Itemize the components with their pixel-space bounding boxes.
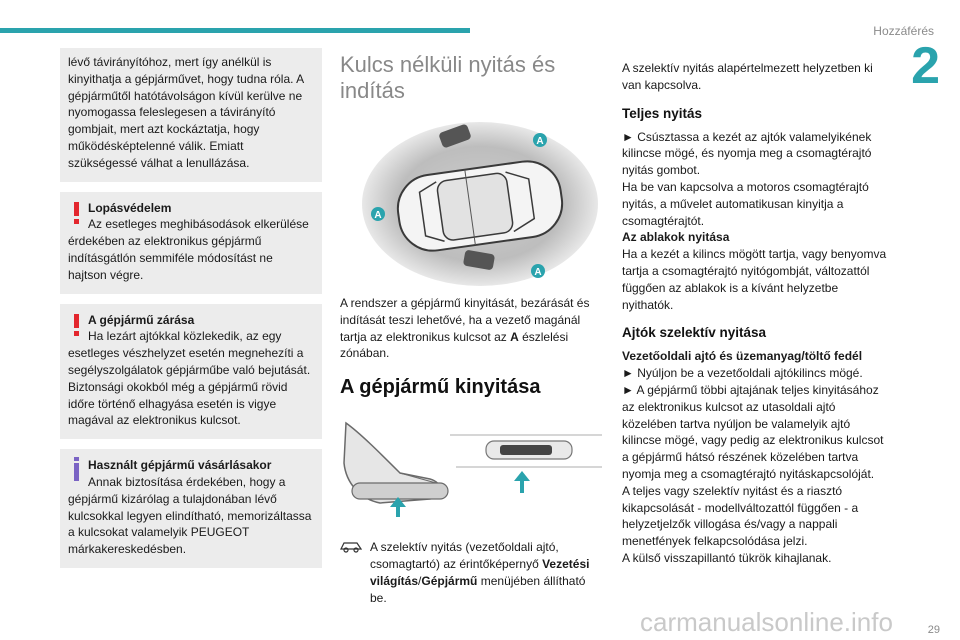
zone-marker-label: A — [534, 267, 542, 278]
info-note-used-vehicle — [60, 449, 322, 568]
page-number: 29 — [927, 624, 940, 636]
heading-full-opening: Teljes nyitás — [622, 105, 703, 121]
note-title: Lopásvédelem — [88, 200, 172, 215]
note-text: Ha lezárt ajtókkal közlekedik, az egy esetleges vészhelyzet esetén megnehezíti a segélyszolgálatok gépjárműbe való bejutását. Biztonsági okokból még a gépjármű rövid időre történő elhagyása esetén is vigye magával az elektronikus kulcsot. — [68, 329, 311, 428]
vehicle-settings-icon — [340, 539, 370, 606]
warning-note-locking — [60, 304, 322, 440]
info-icon — [74, 463, 79, 481]
note-title: Használt gépjármű vásárlásakor — [88, 458, 272, 473]
chapter-number: 2 — [911, 37, 940, 95]
selective-step-2: ► A gépjármű többi ajtajának teljes kinyitásához az elektronikus kulcsot az utasoldali ajtó közelében tartva nyúljon be valamelyik ajtó kilincse mögé, vagy pedig az elektronikus kulcsot a gépjármű hátsó részének közelében tartva nyomja meg a csomagtérajtó nyitáskapcsolóját. — [622, 382, 884, 481]
selective-step-1: ► Nyúljon be a vezetőoldali ajtókilincs mögé. — [622, 366, 863, 381]
default-info: A szelektív nyitás alapértelmezett helyzetben ki van kapcsolva. — [622, 61, 873, 92]
full-opening-text: Ha be van kapcsolva a motoros csomagtérajtó nyitás, a művelet automatikusan kinyitja a csomagtérajtót. — [622, 179, 869, 228]
selective-indication: A teljes vagy szelektív nyitást és a riasztó kikapcsolását - modellváltozattól függően - a helyzetjelzők villogása és/vagy a nappali menetfények felkapcsolódása jelzi. — [622, 483, 859, 549]
detection-zone-illustration — [340, 114, 602, 289]
windows-text: Ha a kezét a kilincs mögött tartja, vagy benyomva tartja a csomagtérajtó nyitógombját, változattól függően az ablakok is a kívánt helyzetbe nyithatók. — [622, 247, 887, 312]
note-title: A gépjármű zárása — [88, 312, 195, 327]
note-text: Az esetleges meghibásodások elkerülése érdekében az elektronikus gépjármű indításgátlón semmiféle módosítást ne hajtson végre. — [68, 217, 309, 282]
column-left — [60, 48, 322, 578]
windows-title: Az ablakok nyitása — [622, 230, 730, 245]
door-handle-illustration — [340, 413, 602, 523]
intro-box — [60, 48, 322, 182]
note-text: Annak biztosítása érdekében, hogy a gépjármű kizárólag a tulajdonában lévő kulcsokkal legyen elindítható, memorizáltassa a kulcsokat valamelyik PEUGEOT márkakereskedésben. — [68, 474, 312, 557]
warning-icon — [74, 314, 79, 328]
section-label: Hozzáférés — [873, 24, 934, 38]
mirrors-text: A külső visszapillantó tükrök kihajlanak. — [622, 550, 832, 565]
section-heading: Kulcs nélküli nyitás és indítás — [340, 52, 556, 103]
top-accent-bar — [0, 28, 470, 33]
heading-selective-opening: Ajtók szelektív nyitása — [622, 325, 767, 341]
selective-title: Vezetőoldali ajtó és üzemanyag/töltő fedél — [622, 349, 863, 364]
warning-note-theft — [60, 192, 322, 294]
full-opening-step: ► Csúsztassa a kezét az ajtók valamelyikének kilincse mögé, és nyomja meg a csomagtérajtó nyitás gombot. — [622, 129, 872, 178]
subsection-heading: A gépjármű kinyitása — [340, 376, 541, 399]
settings-note: A szelektív nyitás (vezetőoldali ajtó, csomagtartó) az érintőképernyő Vezetési világítás/Gépjármű menüjében állítható be. — [340, 539, 602, 606]
zone-marker-label: A — [374, 210, 382, 221]
keyless-description: A rendszer a gépjármű kinyitását, bezárását és indítását teszi lehetővé, ha a vezető magánál tartja az elektronikus kulcsot az A észlelési zónában. — [340, 296, 590, 361]
watermark: carmanualsonline.info — [640, 607, 893, 637]
column-middle — [340, 48, 602, 606]
column-right — [622, 60, 892, 567]
warning-icon — [74, 202, 79, 216]
intro-text: lévő távirányítóhoz, mert így anélkül is kinyithatja a gépjárművet, hogy tudna róla. A gépjárműtől hatótávolságon kívül kerülve ne nyomogassa feleslegesen a távirányító gombjait, mert azt kockáztatja, hogy működésképtelenné válik. Emiatt szükségessé válhat a lenullázása. — [68, 55, 304, 170]
zone-marker-label: A — [536, 136, 544, 147]
